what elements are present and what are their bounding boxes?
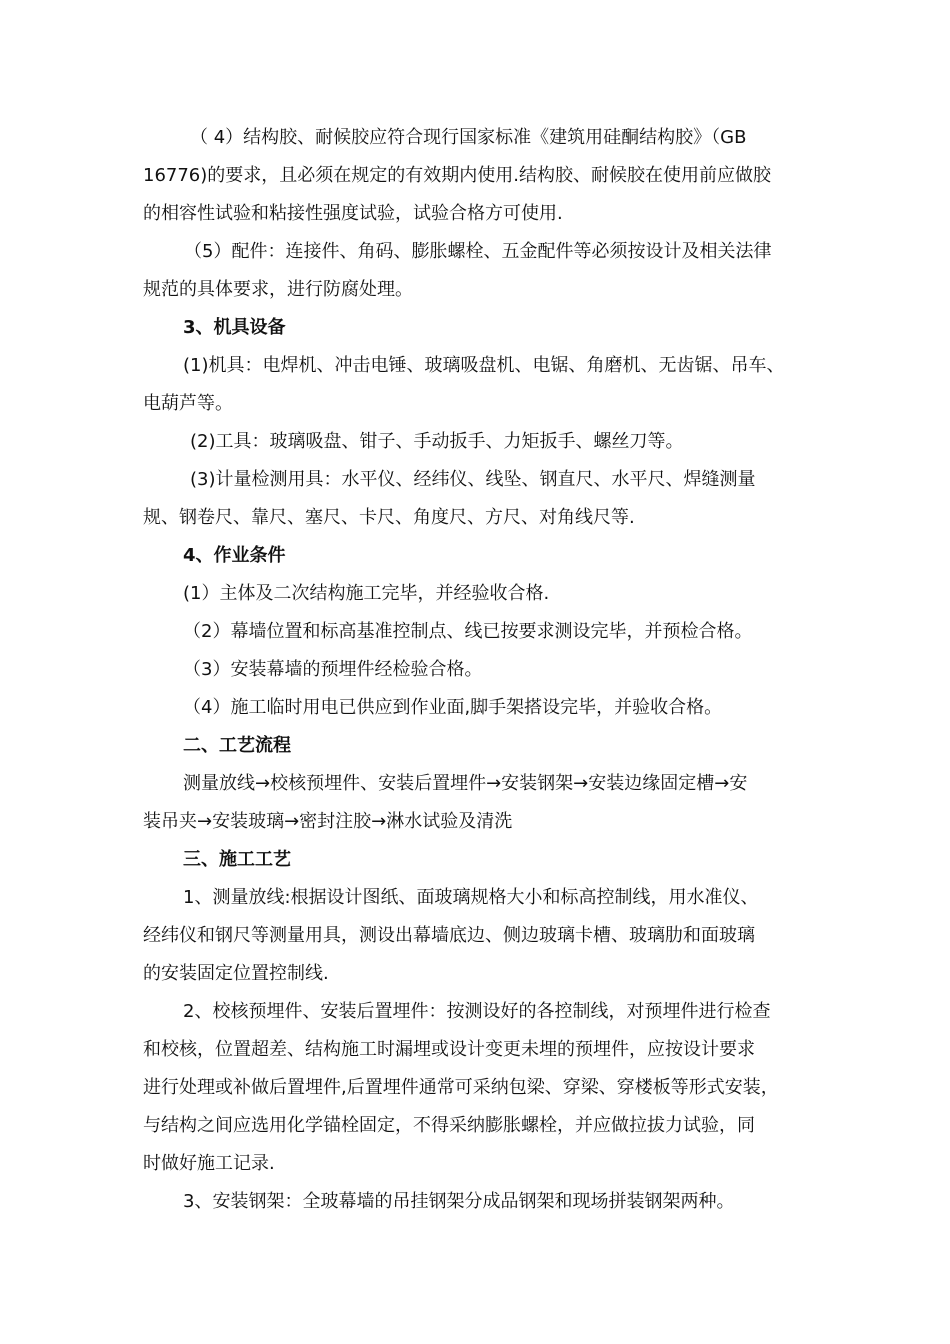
section-heading: 三、施工工艺	[183, 849, 291, 870]
paragraph-line: （4）施工临时用电已供应到作业面,脚手架搭设完毕，并验收合格。	[183, 697, 723, 718]
paragraph-line: 测量放线→校核预埋件、安装后置埋件→安装钢架→安装边缘固定槽→安	[183, 773, 748, 794]
paragraph-line: 规、钢卷尺、靠尺、塞尺、卡尺、角度尺、方尺、对角线尺等.	[143, 507, 635, 528]
paragraph-line: (2)工具：玻璃吸盘、钳子、手动扳手、力矩扳手、螺丝刀等。	[190, 431, 684, 452]
paragraph-line: 电葫芦等。	[143, 393, 233, 414]
paragraph-line: 装吊夹→安装玻璃→密封注胶→淋水试验及清洗	[143, 811, 513, 832]
paragraph-line: 2、校核预埋件、安装后置埋件：按测设好的各控制线，对预埋件进行检查	[183, 1001, 771, 1022]
paragraph-line: 和校核，位置超差、结构施工时漏埋或设计变更未埋的预埋件，应按设计要求	[143, 1039, 755, 1060]
section-heading: 3、机具设备	[183, 317, 286, 338]
paragraph-line: （ 4）结构胶、耐候胶应符合现行国家标准《建筑用硅酮结构胶》（GB	[190, 127, 747, 148]
paragraph-line: 进行处理或补做后置埋件,后置埋件通常可采纳包梁、穿梁、穿楼板等形式安装，	[143, 1077, 779, 1098]
paragraph-line: (1）主体及二次结构施工完毕，并经验收合格.	[183, 583, 550, 604]
paragraph-line: （2）幕墙位置和标高基准控制点、线已按要求测设完毕，并预检合格。	[183, 621, 753, 642]
section-heading: 4、作业条件	[183, 545, 286, 566]
paragraph-line: 16776)的要求，且必须在规定的有效期内使用.结构胶、耐候胶在使用前应做胶	[143, 165, 772, 186]
paragraph-line: 经纬仪和钢尺等测量用具，测设出幕墙底边、侧边玻璃卡槽、玻璃肋和面玻璃	[143, 925, 755, 946]
paragraph-line: （5）配件：连接件、角码、膨胀螺栓、五金配件等必须按设计及相关法律	[184, 241, 772, 262]
paragraph-line: 时做好施工记录.	[143, 1153, 275, 1174]
paragraph-line: (1)机具：电焊机、冲击电锤、玻璃吸盘机、电锯、角磨机、无齿锯、吊车、	[183, 355, 785, 376]
paragraph-line: 规范的具体要求，进行防腐处理。	[143, 279, 413, 300]
paragraph-line: 3、安装钢架：全玻幕墙的吊挂钢架分成品钢架和现场拼装钢架两种。	[183, 1191, 735, 1212]
paragraph-line: (3)计量检测用具：水平仪、经纬仪、线坠、钢直尺、水平尺、焊缝测量	[190, 469, 756, 490]
paragraph-line: 1、测量放线:根据设计图纸、面玻璃规格大小和标高控制线，用水准仪、	[183, 887, 759, 908]
paragraph-line: （3）安装幕墙的预埋件经检验合格。	[183, 659, 483, 680]
section-heading: 二、工艺流程	[183, 735, 291, 756]
paragraph-line: 的相容性试验和粘接性强度试验，试验合格方可使用.	[143, 203, 563, 224]
paragraph-line: 与结构之间应选用化学锚栓固定，不得采纳膨胀螺栓，并应做拉拔力试验，同	[143, 1115, 755, 1136]
paragraph-line: 的安装固定位置控制线.	[143, 963, 329, 984]
